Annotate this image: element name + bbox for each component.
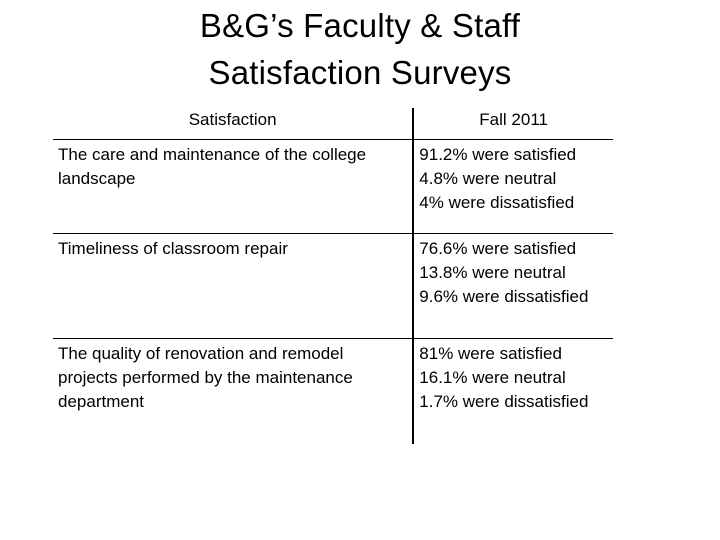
table-header-row [53, 108, 613, 139]
satisfaction-table [53, 108, 613, 444]
row-category [53, 339, 413, 444]
result-neutral: 4.8% were neutral [419, 168, 557, 188]
slide-title-line-2: Satisfaction Surveys [208, 54, 512, 91]
slide-title [0, 2, 720, 96]
slide-title-line-1: B&G’s Faculty & Staff [199, 7, 521, 44]
row-category [53, 233, 413, 339]
result-neutral: 16.1% were neutral [419, 368, 566, 388]
row-category-line: landscape [58, 168, 136, 188]
result-dissatisfied: 4% were dissatisfied [419, 192, 575, 212]
table-row [53, 139, 613, 233]
result-neutral: 13.8% were neutral [419, 262, 566, 282]
header-satisfaction: Satisfaction [53, 108, 413, 139]
result-dissatisfied: 9.6% were dissatisfied [419, 286, 589, 306]
result-satisfied: 91.2% were satisfied [419, 144, 577, 164]
result-satisfied: 76.6% were satisfied [419, 238, 577, 258]
table-row [53, 339, 613, 444]
row-category-line: The quality of renovation and remodel [58, 344, 344, 364]
row-category-line: The care and maintenance of the college [58, 144, 367, 164]
header-fall-2011: Fall 2011 [413, 108, 613, 139]
row-results [413, 139, 613, 233]
table-row [53, 233, 613, 339]
row-results [413, 233, 613, 339]
result-satisfied: 81% were satisfied [419, 344, 562, 364]
row-results [413, 339, 613, 444]
result-dissatisfied: 1.7% were dissatisfied [419, 392, 589, 412]
row-category [53, 139, 413, 233]
row-category-line: department [58, 392, 144, 412]
row-category-line: projects performed by the maintenance [58, 368, 353, 388]
row-category-line: Timeliness of classroom repair [58, 238, 288, 258]
